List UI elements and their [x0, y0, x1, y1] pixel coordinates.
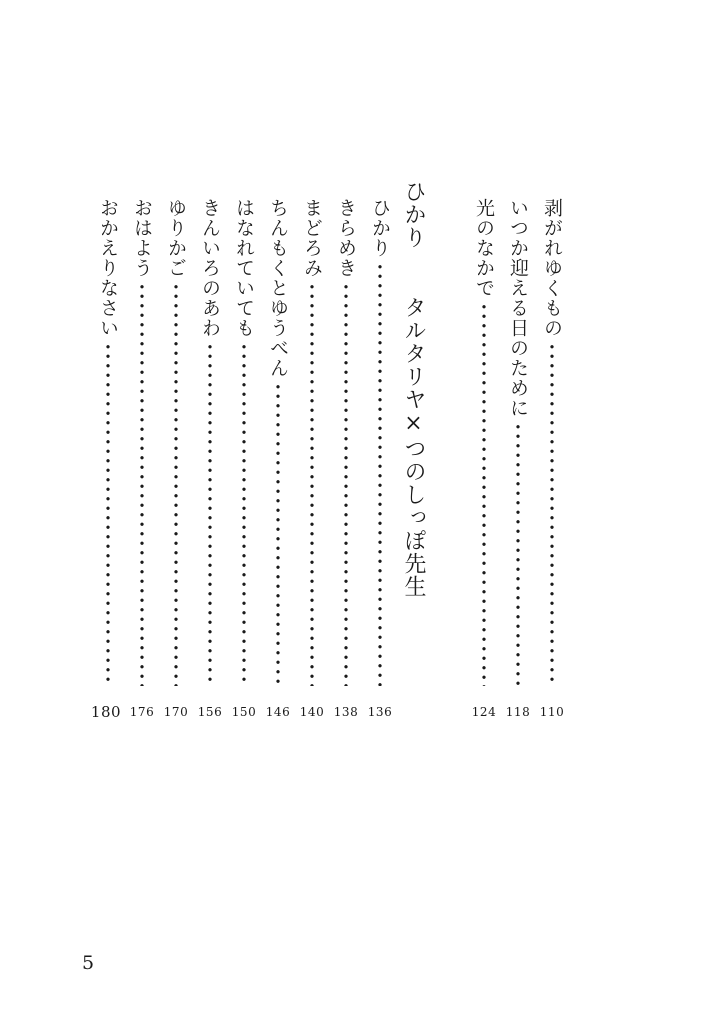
toc-page-number: 136 — [367, 705, 393, 719]
dot-leader — [344, 282, 348, 686]
toc-entry — [504, 198, 532, 686]
dot-leader — [140, 282, 144, 686]
toc-entry — [538, 198, 566, 686]
toc-entry-title: まどろみ — [301, 198, 323, 278]
toc-entry-title: 剥がれゆくもの — [541, 198, 563, 338]
toc-entry-title: おかえりなさい — [97, 198, 119, 338]
toc-page-number: 110 — [539, 705, 565, 719]
dot-leader — [378, 262, 382, 686]
toc-entry-title: はなれていても — [233, 198, 255, 338]
toc-entry-title: ちんもくとゆうべん — [267, 198, 289, 378]
toc-entry — [366, 198, 394, 686]
toc-entry — [470, 198, 498, 686]
section-author: タルタリヤ×つのしっぽ先生 — [401, 296, 426, 598]
dot-leader — [516, 422, 520, 686]
page-folio: 5 — [82, 952, 95, 974]
toc-entry — [298, 198, 326, 686]
toc-page-number: 140 — [299, 705, 325, 719]
toc-entry — [230, 198, 258, 686]
toc-entry-title: ひかり — [369, 198, 391, 258]
toc-entry-title: おはよう — [131, 198, 153, 278]
dot-leader — [174, 282, 178, 686]
toc-entry — [162, 198, 190, 686]
dot-leader — [106, 342, 110, 686]
toc-entry-title: いつか迎える日のために — [507, 198, 529, 418]
toc-page-number: 138 — [333, 705, 359, 719]
toc-page-number: 170 — [163, 705, 189, 719]
dot-leader — [550, 342, 554, 686]
toc-page-number: 118 — [505, 705, 531, 719]
toc-entry — [128, 198, 156, 686]
toc-entry-title: 光のなかで — [473, 198, 495, 298]
toc-page-number: 124 — [471, 705, 497, 719]
dot-leader — [208, 342, 212, 686]
toc-page-number: 150 — [231, 705, 257, 719]
dot-leader — [276, 382, 280, 686]
toc-entry — [196, 198, 224, 686]
toc-entry — [332, 198, 360, 686]
dot-leader — [482, 302, 486, 686]
toc-page-number: 180 — [90, 703, 122, 721]
toc-page-number: 156 — [197, 705, 223, 719]
dot-leader — [310, 282, 314, 686]
toc-entry — [94, 198, 122, 686]
dot-leader — [242, 342, 246, 686]
section-title: ひかり — [401, 180, 426, 249]
toc-entry-title: きらめき — [335, 198, 357, 278]
toc-page-number: 146 — [265, 705, 291, 719]
toc-entry-title: ゆりかご — [165, 198, 187, 278]
toc-entry — [264, 198, 292, 686]
toc-page-number: 176 — [129, 705, 155, 719]
toc-entry-title: きんいろのあわ — [199, 198, 221, 338]
